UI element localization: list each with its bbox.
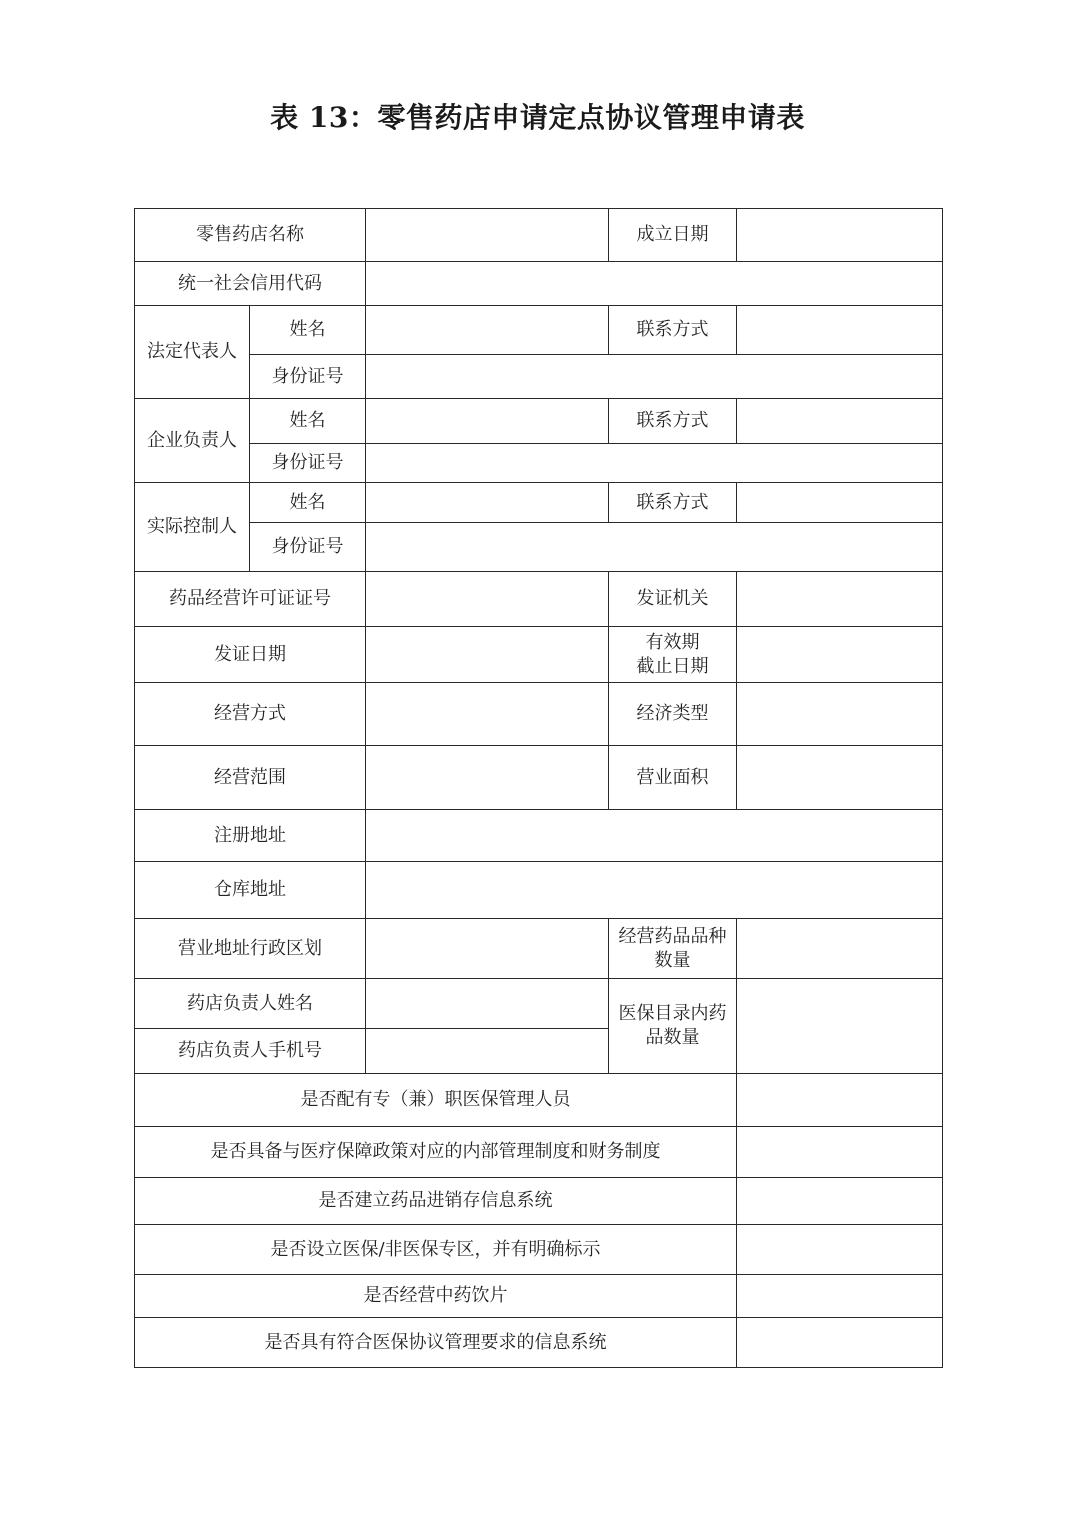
issuing-authority-field[interactable]: [737, 572, 943, 627]
drug-variety-count-field[interactable]: [737, 919, 943, 979]
established-date-label: 成立日期: [609, 209, 737, 262]
business-mode-field[interactable]: [366, 683, 609, 746]
economic-type-field[interactable]: [737, 683, 943, 746]
q-inventory-system-label: 是否建立药品进销存信息系统: [135, 1178, 737, 1225]
q-herbal-pieces-label: 是否经营中药饮片: [135, 1275, 737, 1318]
legal-rep-name-label: 姓名: [250, 306, 366, 355]
business-mode-label: 经营方式: [135, 683, 366, 746]
license-no-label: 药品经营许可证证号: [135, 572, 366, 627]
enterprise-head-id-field[interactable]: [366, 444, 943, 483]
actual-controller-label: 实际控制人: [135, 483, 250, 572]
enterprise-head-name-label: 姓名: [250, 399, 366, 444]
legal-rep-contact-field[interactable]: [737, 306, 943, 355]
enterprise-head-label: 企业负责人: [135, 399, 250, 483]
issuing-authority-label: 发证机关: [609, 572, 737, 627]
q-info-system-field[interactable]: [737, 1318, 943, 1368]
business-scope-label: 经营范围: [135, 746, 366, 810]
issue-date-label: 发证日期: [135, 627, 366, 683]
actual-controller-name-field[interactable]: [366, 483, 609, 523]
store-manager-phone-field[interactable]: [366, 1029, 609, 1074]
q-management-system-field[interactable]: [737, 1127, 943, 1178]
actual-controller-contact-field[interactable]: [737, 483, 943, 523]
admin-division-label: 营业地址行政区划: [135, 919, 366, 979]
legal-rep-id-field[interactable]: [366, 355, 943, 399]
q-management-system-label: 是否具备与医疗保障政策对应的内部管理制度和财务制度: [135, 1127, 737, 1178]
business-area-label: 营业面积: [609, 746, 737, 810]
legal-rep-name-field[interactable]: [366, 306, 609, 355]
established-date-field[interactable]: [737, 209, 943, 262]
store-manager-name-field[interactable]: [366, 979, 609, 1029]
enterprise-head-name-field[interactable]: [366, 399, 609, 444]
registered-address-label: 注册地址: [135, 810, 366, 862]
store-name-field[interactable]: [366, 209, 609, 262]
store-manager-phone-label: 药店负责人手机号: [135, 1029, 366, 1074]
business-area-field[interactable]: [737, 746, 943, 810]
insured-drug-count-label: 医保目录内药 品数量: [609, 979, 737, 1074]
q-insurance-staff-label: 是否配有专（兼）职医保管理人员: [135, 1074, 737, 1127]
issue-date-field[interactable]: [366, 627, 609, 683]
business-scope-field[interactable]: [366, 746, 609, 810]
warehouse-address-label: 仓库地址: [135, 862, 366, 919]
q-herbal-pieces-field[interactable]: [737, 1275, 943, 1318]
credit-code-field[interactable]: [366, 262, 943, 306]
q-inventory-system-field[interactable]: [737, 1178, 943, 1225]
legal-rep-id-label: 身份证号: [250, 355, 366, 399]
q-insurance-zone-label: 是否设立医保/非医保专区，并有明确标示: [135, 1225, 737, 1275]
registered-address-field[interactable]: [366, 810, 943, 862]
economic-type-label: 经济类型: [609, 683, 737, 746]
actual-controller-id-label: 身份证号: [250, 523, 366, 572]
admin-division-field[interactable]: [366, 919, 609, 979]
actual-controller-name-label: 姓名: [250, 483, 366, 523]
q-info-system-label: 是否具有符合医保协议管理要求的信息系统: [135, 1318, 737, 1368]
insured-drug-count-field[interactable]: [737, 979, 943, 1074]
drug-variety-count-label: 经营药品品种 数量: [609, 919, 737, 979]
actual-controller-contact-label: 联系方式: [609, 483, 737, 523]
q-insurance-staff-field[interactable]: [737, 1074, 943, 1127]
store-name-label: 零售药店名称: [135, 209, 366, 262]
credit-code-label: 统一社会信用代码: [135, 262, 366, 306]
enterprise-head-contact-field[interactable]: [737, 399, 943, 444]
store-manager-name-label: 药店负责人姓名: [135, 979, 366, 1029]
application-form-table: [134, 208, 943, 1368]
warehouse-address-field[interactable]: [366, 862, 943, 919]
valid-until-label: 有效期 截止日期: [609, 627, 737, 683]
legal-rep-label: 法定代表人: [135, 306, 250, 399]
legal-rep-contact-label: 联系方式: [609, 306, 737, 355]
enterprise-head-contact-label: 联系方式: [609, 399, 737, 444]
enterprise-head-id-label: 身份证号: [250, 444, 366, 483]
actual-controller-id-field[interactable]: [366, 523, 943, 572]
page-title: 表 13：零售药店申请定点协议管理申请表: [270, 101, 805, 134]
valid-until-field[interactable]: [737, 627, 943, 683]
q-insurance-zone-field[interactable]: [737, 1225, 943, 1275]
license-no-field[interactable]: [366, 572, 609, 627]
